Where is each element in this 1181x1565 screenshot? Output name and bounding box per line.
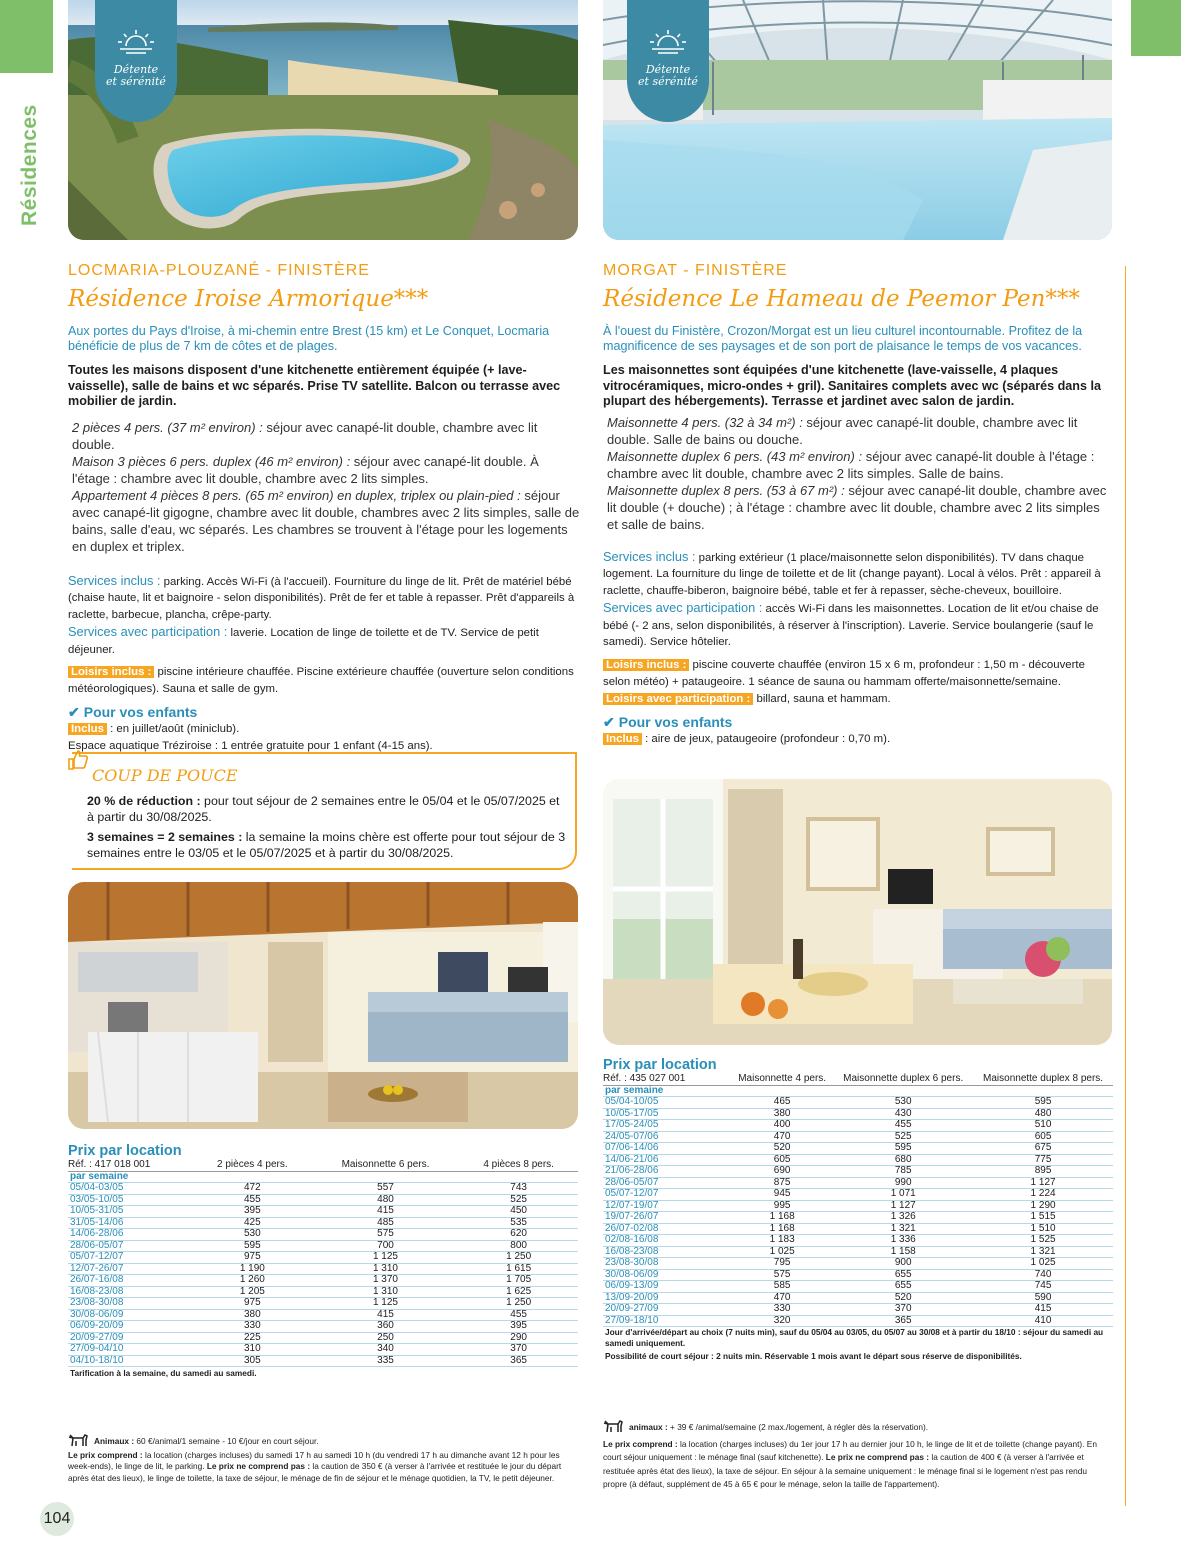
- price-cell: 450: [459, 1206, 578, 1218]
- period-cell: 17/05-24/05: [603, 1120, 731, 1132]
- price-cell: 430: [833, 1108, 973, 1120]
- price-cell: 975: [193, 1298, 312, 1310]
- period-cell: 28/06-05/07: [603, 1177, 731, 1189]
- price-cell: 365: [833, 1315, 973, 1327]
- price-cell: 1 321: [833, 1223, 973, 1235]
- unit-text: séjour avec canapé-lit double. À l'étage : chambre avec lit double, chambre avec 2 lits simples.: [72, 453, 539, 486]
- price-cell: 410: [973, 1315, 1113, 1327]
- price-cell: 1 615: [459, 1263, 578, 1275]
- price-cell: 415: [312, 1206, 460, 1218]
- period-cell: 05/04-03/05: [68, 1183, 193, 1195]
- price-cell: 530: [833, 1097, 973, 1109]
- right-loisirs: [603, 657, 1113, 707]
- ref-cell: Réf. : 417 018 001: [68, 1160, 193, 1171]
- price-cell: 485: [312, 1217, 460, 1229]
- table-row: [68, 1206, 578, 1218]
- period-cell: 21/06-28/06: [603, 1166, 731, 1178]
- col-header: 4 pièces 8 pers.: [459, 1160, 578, 1171]
- table-row: [603, 1223, 1113, 1235]
- price-cell: 310: [193, 1344, 312, 1356]
- loisirs-tag: Loisirs inclus :: [68, 666, 154, 678]
- price-cell: 472: [193, 1183, 312, 1195]
- price-cell: 1 125: [312, 1252, 460, 1264]
- price-cell: 743: [459, 1183, 578, 1195]
- loisirs-part-tag: Loisirs avec participation :: [603, 693, 753, 705]
- price-cell: 1 310: [312, 1286, 460, 1298]
- right-intro: À l'ouest du Finistère, Crozon/Morgat est un lieu culturel incontournable. Profitez de la magnificence de ses paysages et de son port de plaisance le temps de vos vacances.: [603, 324, 1083, 353]
- price-cell: 1 127: [973, 1177, 1113, 1189]
- coup-content: [87, 794, 567, 861]
- left-loisirs: [68, 664, 580, 698]
- price-cell: 690: [731, 1166, 833, 1178]
- price-cell: 895: [973, 1166, 1113, 1178]
- services-part-text: laverie. Location de linge de toilette et de TV. Service de petit déjeuner.: [68, 626, 539, 656]
- enfants-extra: Espace aquatique Tréziroise : 1 entrée gratuite pour 1 enfant (4-15 ans).: [68, 739, 433, 752]
- price-cell: 800: [459, 1240, 578, 1252]
- period-cell: 19/07-26/07: [603, 1212, 731, 1224]
- left-intro: Aux portes du Pays d'Iroise, à mi-chemin entre Brest (15 km) et Le Conquet, Locmaria bénéficie de plus de 7 km de côtes et de plages.: [68, 324, 550, 353]
- period-cell: 02/08-16/08: [603, 1235, 731, 1247]
- period-cell: 16/08-23/08: [603, 1246, 731, 1258]
- period-cell: 06/09-20/09: [68, 1321, 193, 1333]
- services-text: parking. Accès Wi-Fi (à l'accueil). Fourniture du linge de lit. Prêt de matériel bébé (chaise haute, lit et baignoire - selon disponibilités). Prêt de fer et table à repasser. Prêt d'appareils à raclette, barbecue, plancha, crêpe-party.: [68, 575, 575, 622]
- price-cell: 480: [312, 1194, 460, 1206]
- left-price-block: [68, 1143, 578, 1379]
- price-cell: 535: [459, 1217, 578, 1229]
- period-cell: 26/07-02/08: [603, 1223, 731, 1235]
- period-cell: 04/10-18/10: [68, 1355, 193, 1367]
- price-cell: 380: [731, 1108, 833, 1120]
- coup-de-pouce-box: [72, 752, 577, 870]
- period-cell: 27/09-04/10: [68, 1344, 193, 1356]
- page-number: 104: [40, 1502, 74, 1536]
- coup-p2: 3 semaines = 2 semaines : la semaine la moins chère est offerte pour tout séjour de 3 semaines entre le 03/05 et le 05/07/2025 et à partir du 30/08/2025.: [87, 830, 566, 860]
- photo-living-room: [603, 779, 1112, 1045]
- price-cell: 620: [459, 1229, 578, 1241]
- unit-label: Maisonnette 4 pers. (32 à 34 m²) :: [607, 414, 803, 430]
- check-icon: ✔: [68, 704, 80, 721]
- corner-tab: [0, 0, 53, 73]
- services-part-text: accès Wi-Fi dans les maisonnettes. Location de lit et/ou chaise de bébé (- 2 ans, selon disponibilités, à réserver à l'inscription). Laverie. Service boulangerie (sauf le samedi). Service hôtelier.: [603, 602, 1099, 649]
- table-row: [68, 1275, 578, 1287]
- services-label: Services inclus :: [603, 548, 696, 564]
- table-row: [603, 1131, 1113, 1143]
- table-row: [603, 1097, 1113, 1109]
- price-cell: 360: [312, 1321, 460, 1333]
- right-enfants-title: ✔ Pour vos enfants: [603, 713, 733, 730]
- price-cell: 365: [459, 1355, 578, 1367]
- thumb-icon: [66, 748, 90, 772]
- price-cell: 415: [312, 1309, 460, 1321]
- period-cell: 06/09-13/09: [603, 1281, 731, 1293]
- loisirs-text: piscine intérieure chauffée. Piscine extérieure chauffée (ouverture selon conditions météorologiques). Sauna et salle de gym.: [68, 666, 574, 696]
- left-bold-desc: Toutes les maisons disposent d'une kitchenette entièrement équipée (+ lave-vaisselle), salle de bains et wc séparés. Prise TV satellite. Balcon ou terrasse avec mobilier de jardin.: [68, 363, 561, 408]
- right-comprend: Le prix comprend : la location (charges incluses) du 1er jour 17 h au dernier jour 10 h, le linge de lit et de toilette (change payant). En court séjour uniquement : le ménage final (sauf kitchenette). Le prix ne comprend pas : la caution de 400 € (à verser à l'arrivée et restituée après état des lieux), la taxe de séjour. En séjour à la semaine uniquement : le ménage final si le logement n'est pas rendu propre (à défaut, supplément de 45 à 65 € pour le ménage, selon la taille de l'appartement).: [603, 1439, 1097, 1489]
- table-row: [603, 1304, 1113, 1316]
- price-cell: 455: [193, 1194, 312, 1206]
- price-cell: 745: [973, 1281, 1113, 1293]
- left-services-part: [68, 624, 580, 659]
- dog-icon: [603, 1419, 625, 1436]
- period-cell: 30/08-06/09: [68, 1309, 193, 1321]
- ref-cell: Réf. : 435 027 001: [603, 1074, 731, 1085]
- price-cell: 990: [833, 1177, 973, 1189]
- price-cell: 595: [973, 1097, 1113, 1109]
- price-cell: 1 336: [833, 1235, 973, 1247]
- price-cell: 655: [833, 1269, 973, 1281]
- right-title: Résidence Le Hameau de Peemor Pen***: [603, 286, 1080, 312]
- services-label: Services inclus :: [68, 572, 161, 588]
- period-cell: 28/06-05/07: [68, 1240, 193, 1252]
- left-comprend: Le prix comprend : la location (charges incluses) du samedi 17 h au samedi 10 h (du vendredi 17 h au dimanche avant 12 h pour les week-ends), le linge de lit, le parking. Le prix ne comprend pas : la caution de 350 € (à verser à l'arrivée et restituée le jour du départ après état des lieux), le linge de toilette, la taxe de séjour, le ménage de fin de séjour et le ménage quotidien, la TV, le petit déjeuner.: [68, 1450, 562, 1483]
- table-row: [68, 1321, 578, 1333]
- col-header: Maisonnette 6 pers.: [312, 1160, 460, 1171]
- column-divider: [1125, 266, 1126, 1506]
- price-cell: 525: [459, 1194, 578, 1206]
- period-cell: 05/07-12/07: [603, 1189, 731, 1201]
- badge-line2: et sérénité: [106, 75, 166, 88]
- right-bold-desc: Les maisonnettes sont équipées d'une kitchenette (lave-vaisselle, 4 plaques vitrocéramiques, micro-ondes + gril). Sanitaires complets avec wc (séparés dans la plupart des hébergements). Terrasse et jardinet avec salon de jardin.: [603, 363, 1102, 408]
- price-cell: 1 260: [193, 1275, 312, 1287]
- col-header: Maisonnette duplex 8 pers.: [973, 1074, 1113, 1085]
- table-row: [603, 1258, 1113, 1270]
- table-row: [68, 1217, 578, 1229]
- price-cell: 370: [833, 1304, 973, 1316]
- price-cell: 455: [833, 1120, 973, 1132]
- period-cell: 30/08-06/09: [603, 1269, 731, 1281]
- price-cell: 525: [833, 1131, 973, 1143]
- price-cell: 340: [312, 1344, 460, 1356]
- period-cell: 13/09-20/09: [603, 1292, 731, 1304]
- badge-line2: et sérénité: [638, 75, 698, 88]
- period-cell: 03/05-10/05: [68, 1194, 193, 1206]
- unit-text: séjour avec canapé-lit double à l'étage : chambre avec lit double, chambre avec 2 lits simples. Salle de bains.: [607, 448, 1095, 481]
- price-cell: 470: [731, 1131, 833, 1143]
- price-cell: 557: [312, 1183, 460, 1195]
- section-label: Résidences: [18, 104, 41, 226]
- period-cell: 16/08-23/08: [68, 1286, 193, 1298]
- col-header: Maisonnette duplex 6 pers.: [833, 1074, 973, 1085]
- price-cell: 305: [193, 1355, 312, 1367]
- table-row: [68, 1286, 578, 1298]
- sun-icon: [118, 30, 154, 54]
- price-cell: 1 158: [833, 1246, 973, 1258]
- price-cell: 415: [973, 1304, 1113, 1316]
- price-cell: 785: [833, 1166, 973, 1178]
- right-price-table: [603, 1074, 1113, 1327]
- price-cell: 1 370: [312, 1275, 460, 1287]
- right-region: MORGAT - FINISTÈRE: [603, 262, 788, 279]
- left-price-table: [68, 1160, 578, 1367]
- col-header: 2 pièces 4 pers.: [193, 1160, 312, 1171]
- coup-p1: 20 % de réduction : pour tout séjour de 2 semaines entre le 05/04 et le 05/07/2025 et à partir du 30/08/2025.: [87, 794, 560, 824]
- price-cell: 585: [731, 1281, 833, 1293]
- right-animaux: animaux : + 39 € /animal/semaine (2 max./logement, à régler dès la réservation).: [603, 1419, 1113, 1436]
- loisirs-tag: Loisirs inclus :: [603, 659, 689, 671]
- right-price-title: Prix par location: [603, 1057, 717, 1073]
- table-row: [68, 1298, 578, 1310]
- per-week-label: par semaine: [603, 1085, 731, 1097]
- price-cell: 775: [973, 1154, 1113, 1166]
- price-cell: 1 183: [731, 1235, 833, 1247]
- price-cell: 510: [973, 1120, 1113, 1132]
- services-part-label: Services avec participation :: [603, 599, 763, 615]
- left-services-inclus: [68, 573, 580, 624]
- enfants-text: : en juillet/août (miniclub).: [106, 723, 240, 736]
- unit-label: Maison 3 pièces 6 pers. duplex (46 m² environ) :: [72, 453, 351, 469]
- services-part-label: Services avec participation :: [68, 623, 228, 639]
- price-cell: 335: [312, 1355, 460, 1367]
- table-row: [68, 1194, 578, 1206]
- price-cell: 700: [312, 1240, 460, 1252]
- sun-icon: [650, 30, 686, 54]
- price-cell: 480: [973, 1108, 1113, 1120]
- unit-text: séjour avec canapé-lit gigogne, chambre avec lit double, chambres avec 2 lits simples, salle de bains, salle d'eau, wc séparés. Les chambres se trouvent à l'étage pour les logements en duplex et triplex.: [72, 487, 580, 554]
- price-cell: 1 168: [731, 1223, 833, 1235]
- corner-tab-right: [1131, 0, 1181, 56]
- table-row: [68, 1332, 578, 1344]
- price-cell: 250: [312, 1332, 460, 1344]
- table-row: [603, 1166, 1113, 1178]
- price-cell: 875: [731, 1177, 833, 1189]
- price-cell: 900: [833, 1258, 973, 1270]
- per-week-row: [68, 1171, 578, 1183]
- price-cell: 595: [193, 1240, 312, 1252]
- price-cell: 1 310: [312, 1263, 460, 1275]
- price-cell: 1 515: [973, 1212, 1113, 1224]
- table-row: [603, 1154, 1113, 1166]
- price-cell: 1 326: [833, 1212, 973, 1224]
- price-cell: 975: [193, 1252, 312, 1264]
- price-cell: 1 250: [459, 1298, 578, 1310]
- price-cell: 465: [731, 1097, 833, 1109]
- right-column: [603, 262, 1113, 747]
- price-cell: 1 290: [973, 1200, 1113, 1212]
- unit-label: 2 pièces 4 pers. (37 m² environ) :: [72, 419, 263, 435]
- price-cell: 605: [731, 1154, 833, 1166]
- price-cell: 680: [833, 1154, 973, 1166]
- price-cell: 740: [973, 1269, 1113, 1281]
- price-cell: 470: [731, 1292, 833, 1304]
- price-cell: 995: [731, 1200, 833, 1212]
- badge-line1: Détente: [113, 63, 159, 76]
- loisirs-text: piscine couverte chauffée (environ 15 x 6 m, profondeur : 1,50 m - découverte selon météo) + pataugeoire. 1 séance de sauna ou hammam offerte/maisonnette/semaine.: [603, 659, 1085, 689]
- badge-detente-right: [627, 0, 709, 122]
- price-cell: 1 205: [193, 1286, 312, 1298]
- price-cell: 1 321: [973, 1246, 1113, 1258]
- price-cell: 530: [193, 1229, 312, 1241]
- left-animaux: Animaux : 60 €/animal/1 semaine - 10 €/jour en court séjour.: [68, 1433, 580, 1450]
- period-cell: 14/06-28/06: [68, 1229, 193, 1241]
- table-row: [603, 1292, 1113, 1304]
- price-cell: 1 125: [312, 1298, 460, 1310]
- period-cell: 07/06-14/06: [603, 1143, 731, 1155]
- price-cell: 1 190: [193, 1263, 312, 1275]
- price-cell: 330: [731, 1304, 833, 1316]
- price-cell: 795: [731, 1258, 833, 1270]
- check-icon: ✔: [603, 713, 615, 730]
- left-enfants-title: ✔ Pour vos enfants: [68, 704, 198, 721]
- price-cell: 1 025: [731, 1246, 833, 1258]
- table-row: [603, 1246, 1113, 1258]
- unit-label: Maisonnette duplex 6 pers. (43 m² environ) :: [607, 448, 863, 464]
- table-row: [603, 1120, 1113, 1132]
- price-cell: 395: [459, 1321, 578, 1333]
- period-cell: 23/08-30/08: [68, 1298, 193, 1310]
- price-cell: 290: [459, 1332, 578, 1344]
- table-row: [68, 1355, 578, 1367]
- left-region: LOCMARIA-PLOUZANÉ - FINISTÈRE: [68, 262, 370, 279]
- left-tarif-note: Tarification à la semaine, du samedi au samedi.: [70, 1368, 257, 1379]
- price-cell: 400: [731, 1120, 833, 1132]
- period-cell: 10/05-31/05: [68, 1206, 193, 1218]
- right-enfants: [603, 731, 1113, 748]
- right-footer-notes: [603, 1419, 1113, 1491]
- enfants-text: : aire de jeux, pataugeoire (profondeur : 0,70 m).: [641, 732, 891, 745]
- unit-text: séjour avec canapé-lit double, chambre avec lit double.: [72, 419, 538, 452]
- price-cell: 1 510: [973, 1223, 1113, 1235]
- table-row: [68, 1309, 578, 1321]
- table-row: [68, 1240, 578, 1252]
- photo-indoor-pool: [603, 0, 1112, 240]
- loisirs-part-text: billard, sauna et hammam.: [753, 692, 891, 705]
- period-cell: 20/09-27/09: [68, 1332, 193, 1344]
- right-short-note: Possibilité de court séjour : 2 nuits min. Réservable 1 mois avant le départ sous réserve de disponibilités.: [605, 1351, 1022, 1362]
- left-enfants: [68, 721, 580, 755]
- table-row: [603, 1108, 1113, 1120]
- table-header: [603, 1074, 1113, 1085]
- price-cell: 575: [312, 1229, 460, 1241]
- left-price-title: Prix par location: [68, 1143, 182, 1159]
- price-cell: 320: [731, 1315, 833, 1327]
- photo-kitchen-living: [68, 882, 578, 1129]
- price-cell: 575: [731, 1269, 833, 1281]
- services-text: parking extérieur (1 place/maisonnette selon disponibilités). TV dans chaque logement. La fourniture du linge de toilette et de lit (change payant). Local à vélos. Prêt : appareil à raclette, chauffe-biberon, baignoire bébé, table et fer à repasser, sèche-cheveux, bouilloire.: [603, 551, 1101, 598]
- price-cell: 1 224: [973, 1189, 1113, 1201]
- table-row: [603, 1212, 1113, 1224]
- period-cell: 31/05-14/06: [68, 1217, 193, 1229]
- photo-pool-sea: [68, 0, 578, 240]
- price-cell: 1 168: [731, 1212, 833, 1224]
- price-cell: 330: [193, 1321, 312, 1333]
- period-cell: 05/07-12/07: [68, 1252, 193, 1264]
- right-services-part: [603, 600, 1113, 651]
- unit-text: séjour avec canapé-lit double, chambre avec lit double. Salle de bains ou douche.: [607, 414, 1078, 447]
- price-cell: 655: [833, 1281, 973, 1293]
- price-cell: 425: [193, 1217, 312, 1229]
- badge-detente: [95, 0, 177, 122]
- price-cell: 1 025: [973, 1258, 1113, 1270]
- table-row: [68, 1263, 578, 1275]
- price-cell: 370: [459, 1344, 578, 1356]
- price-cell: 1 625: [459, 1286, 578, 1298]
- unit-text: séjour avec canapé-lit double, chambre avec lit double (+ douche) ; à l'étage : chambre avec lit double, chambre avec 2 lits simples et salle de bains.: [607, 482, 1107, 532]
- left-footer-notes: [68, 1433, 580, 1484]
- period-cell: 24/05-07/06: [603, 1131, 731, 1143]
- table-header: [68, 1160, 578, 1171]
- price-cell: 395: [193, 1206, 312, 1218]
- period-cell: 26/07-16/08: [68, 1275, 193, 1287]
- price-cell: 605: [973, 1131, 1113, 1143]
- price-cell: 595: [833, 1143, 973, 1155]
- left-title: Résidence Iroise Armorique***: [68, 286, 429, 312]
- period-cell: 05/04-10/05: [603, 1097, 731, 1109]
- table-row: [603, 1235, 1113, 1247]
- table-row: [603, 1189, 1113, 1201]
- price-cell: 945: [731, 1189, 833, 1201]
- unit-label: Appartement 4 pièces 8 pers. (65 m² environ) en duplex, triplex ou plain-pied :: [72, 487, 521, 503]
- table-row: [68, 1183, 578, 1195]
- table-row: [603, 1143, 1113, 1155]
- price-cell: 1 071: [833, 1189, 973, 1201]
- table-row: [68, 1229, 578, 1241]
- table-row: [68, 1252, 578, 1264]
- period-cell: 12/07-26/07: [68, 1263, 193, 1275]
- table-row: [68, 1344, 578, 1356]
- inclus-tag: Inclus: [603, 733, 642, 745]
- price-cell: 1 705: [459, 1275, 578, 1287]
- dog-icon: [68, 1433, 90, 1450]
- unit-label: Maisonnette duplex 8 pers. (53 à 67 m²) :: [607, 482, 845, 498]
- price-cell: 520: [731, 1143, 833, 1155]
- period-cell: 20/09-27/09: [603, 1304, 731, 1316]
- price-cell: 675: [973, 1143, 1113, 1155]
- period-cell: 12/07-19/07: [603, 1200, 731, 1212]
- period-cell: 14/06-21/06: [603, 1154, 731, 1166]
- table-row: [603, 1177, 1113, 1189]
- right-price-block: [603, 1057, 1113, 1362]
- price-cell: 1 525: [973, 1235, 1113, 1247]
- table-row: [603, 1269, 1113, 1281]
- col-header: Maisonnette 4 pers.: [731, 1074, 833, 1085]
- per-week-label: par semaine: [68, 1171, 193, 1183]
- table-row: [603, 1315, 1113, 1327]
- inclus-tag: Inclus: [68, 723, 107, 735]
- left-units: [68, 419, 580, 555]
- table-row: [603, 1281, 1113, 1293]
- right-services-inclus: [603, 549, 1113, 600]
- badge-line1: Détente: [645, 63, 691, 76]
- right-units: [603, 414, 1113, 533]
- period-cell: 10/05-17/05: [603, 1108, 731, 1120]
- right-arrival-note: Jour d'arrivée/départ au choix (7 nuits min), sauf du 05/04 au 03/05, du 05/07 au 30/08 et à partir du 18/10 : séjour du samedi au samedi uniquement.: [605, 1327, 1104, 1348]
- price-cell: 1 127: [833, 1200, 973, 1212]
- price-cell: 1 250: [459, 1252, 578, 1264]
- period-cell: 23/08-30/08: [603, 1258, 731, 1270]
- table-row: [603, 1200, 1113, 1212]
- price-cell: 225: [193, 1332, 312, 1344]
- period-cell: 27/09-18/10: [603, 1315, 731, 1327]
- left-column: [68, 262, 580, 755]
- per-week-row: [603, 1085, 1113, 1097]
- price-cell: 380: [193, 1309, 312, 1321]
- price-cell: 520: [833, 1292, 973, 1304]
- price-cell: 455: [459, 1309, 578, 1321]
- price-cell: 590: [973, 1292, 1113, 1304]
- coup-title: COUP DE POUCE: [92, 766, 238, 785]
